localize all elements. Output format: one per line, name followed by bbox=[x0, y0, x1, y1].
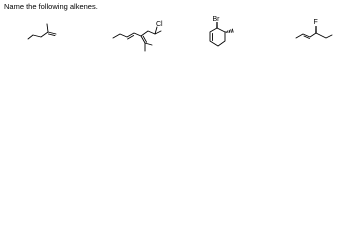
fluorine-label: F bbox=[313, 19, 318, 26]
alkene-2-structure bbox=[113, 21, 163, 51]
structures-canvas bbox=[0, 0, 350, 59]
question-prompt: Name the following alkenes. bbox=[4, 2, 98, 11]
chlorine-label: Cl bbox=[156, 21, 163, 28]
alkene-1-structure bbox=[28, 24, 56, 39]
hashed-bond bbox=[226, 29, 233, 32]
wedge-bond bbox=[315, 26, 316, 33]
alkene-3-structure bbox=[210, 16, 233, 46]
bromine-label: Br bbox=[212, 16, 220, 23]
alkene-4-structure bbox=[296, 19, 332, 39]
